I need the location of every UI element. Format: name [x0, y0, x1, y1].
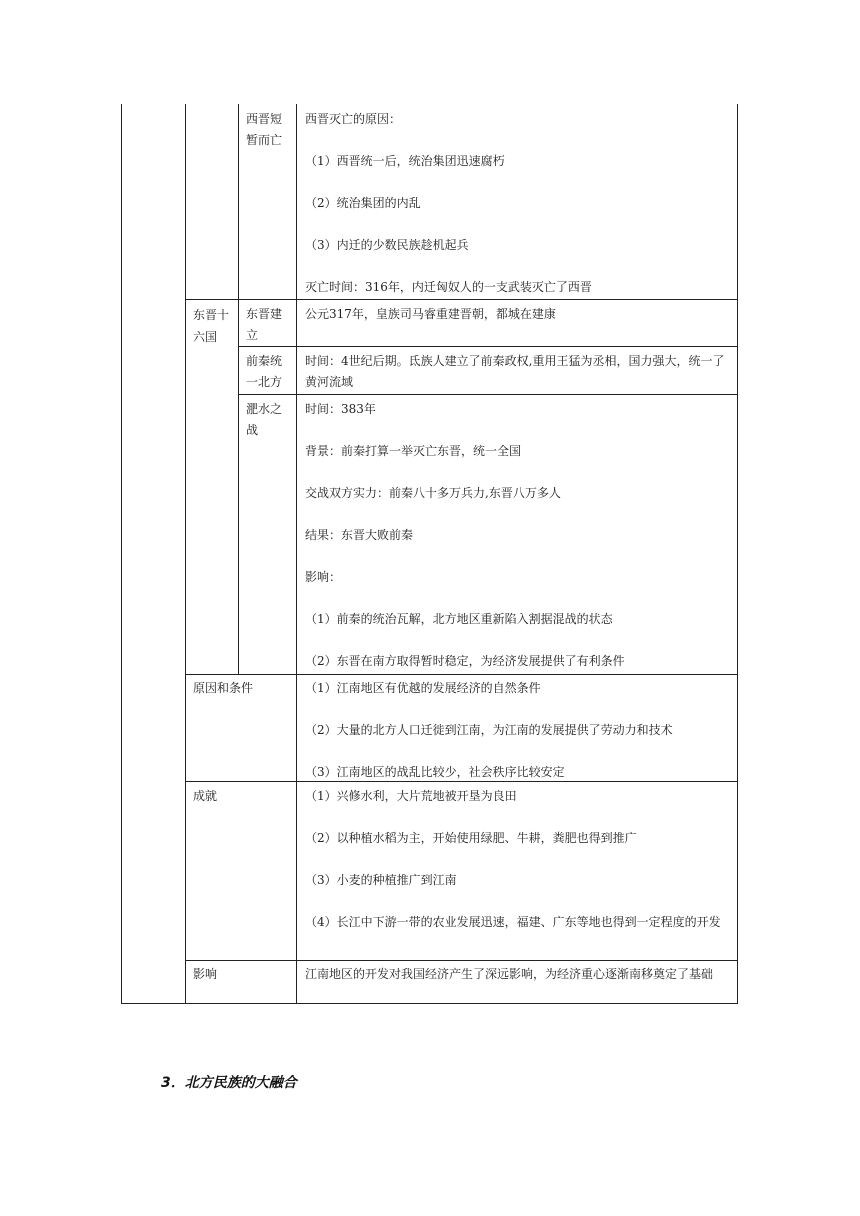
group-label: 东晋十六国 — [193, 308, 230, 344]
content-line: （2）以种植水稻为主，开始使用绿肥、牛耕，粪肥也得到推广 — [305, 831, 637, 845]
content-cell — [305, 786, 731, 933]
wide-topic-cell — [193, 964, 293, 985]
row-divider-3 — [238, 394, 738, 395]
topic-label: 成就 — [193, 789, 218, 803]
content-line: （1）西晋统一后，统治集团迅速腐朽 — [305, 154, 505, 168]
content-line: 西晋灭亡的原因： — [305, 112, 402, 126]
content-line: （1）兴修水利，大片荒地被开垦为良田 — [305, 789, 517, 803]
content-line: （3）内迁的少数民族趁机起兵 — [305, 238, 469, 252]
wide-topic-cell — [193, 786, 293, 807]
content-line: 公元317年，皇族司马睿重建晋朝，都城在建康 — [305, 307, 556, 321]
content-cell — [305, 351, 733, 393]
content-line: 影响： — [305, 570, 342, 584]
content-cell — [305, 964, 733, 985]
topic-label: 原因和条件 — [193, 681, 254, 695]
row-divider-1 — [185, 299, 738, 300]
content-line: 背景：前秦打算一举灭亡东晋，统一全国 — [305, 444, 522, 458]
content-line: （2）统治集团的内乱 — [305, 196, 421, 210]
content-cell — [305, 304, 733, 325]
row-divider-4 — [185, 674, 738, 675]
content-cell — [305, 399, 733, 672]
content-line: 时间：4世纪后期。氐族人建立了前秦政权,重用王猛为丞相，国力强大，统一了黄河流域 — [305, 354, 725, 389]
content-line: 结果：东晋大败前秦 — [305, 528, 414, 542]
content-cell — [305, 678, 733, 783]
content-line: 交战双方实力：前秦八十多万兵力,东晋八万多人 — [305, 486, 561, 500]
content-line: （3）江南地区的战乱比较少，社会秩序比较安定 — [305, 765, 565, 779]
topic-label: 东晋建立 — [246, 307, 283, 342]
topic-cell — [246, 351, 290, 393]
content-line: （3）小麦的种植推广到江南 — [305, 873, 457, 887]
col2-divider — [238, 104, 239, 674]
col1-divider — [185, 104, 186, 1004]
topic-cell — [246, 109, 290, 151]
content-line: 江南地区的开发对我国经济产生了深远影响，为经济重心逐渐南移奠定了基础 — [305, 967, 714, 981]
col3-divider — [296, 104, 297, 1004]
table-border-right — [737, 104, 738, 1004]
content-line: （4）长江中下游一带的农业发展迅速，福建、广东等地也得到一定程度的开发 — [305, 915, 721, 929]
content-line: 时间：383年 — [305, 402, 376, 416]
group-cell — [193, 304, 231, 348]
table-border-bottom — [121, 1003, 738, 1004]
row-divider-6 — [185, 960, 738, 961]
content-line: （1）江南地区有优越的发展经济的自然条件 — [305, 681, 541, 695]
topic-label: 前秦统一北方 — [246, 354, 283, 389]
topic-cell — [246, 399, 290, 441]
topic-label: 淝水之战 — [246, 402, 283, 437]
content-line: （1）前秦的统治瓦解，北方地区重新陷入割据混战的状态 — [305, 612, 613, 626]
content-line: （2）大量的北方人口迁徙到江南，为江南的发展提供了劳动力和技术 — [305, 723, 673, 737]
history-table — [121, 104, 738, 1004]
row-divider-2 — [238, 346, 738, 347]
content-cell — [305, 109, 733, 298]
table-border-left — [121, 104, 122, 1004]
topic-cell — [246, 304, 290, 346]
topic-label: 影响 — [193, 967, 218, 981]
section-heading: 3．北方民族的大融合 — [161, 1075, 297, 1091]
topic-label: 西晋短暂而亡 — [246, 112, 283, 147]
content-line: 灭亡时间：316年，内迁匈奴人的一支武装灭亡了西晋 — [305, 280, 592, 294]
content-line: （2）东晋在南方取得暂时稳定，为经济发展提供了有利条件 — [305, 654, 625, 668]
wide-topic-cell — [193, 678, 293, 699]
